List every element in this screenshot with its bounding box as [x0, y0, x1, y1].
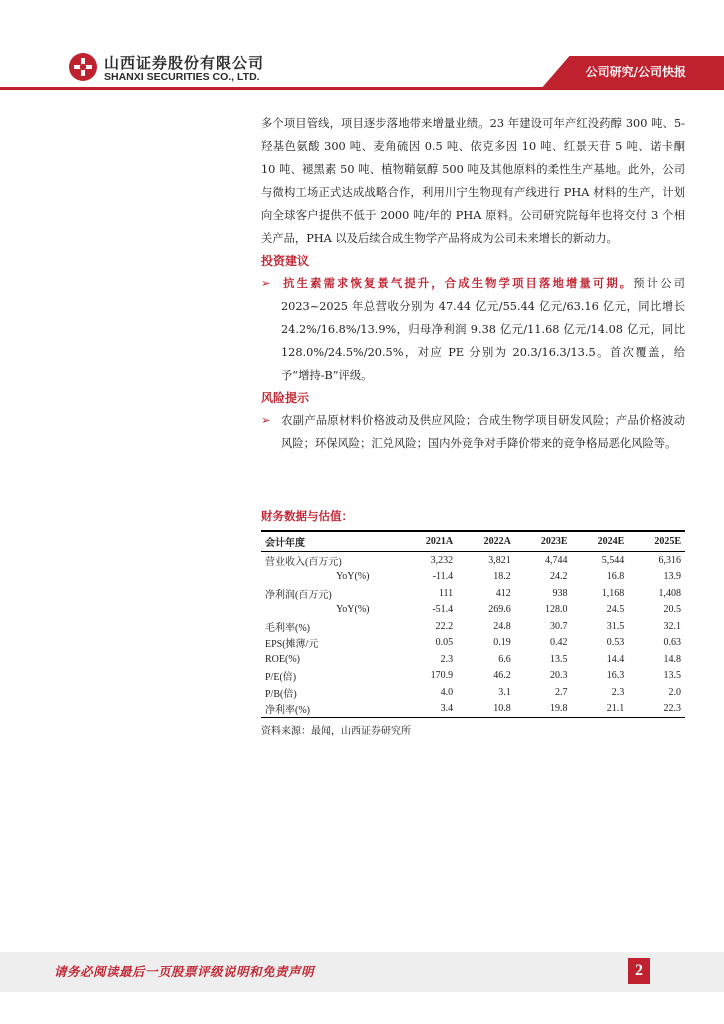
table-cell: 0.05 [435, 637, 454, 649]
table-cell: 24.8 [493, 620, 511, 632]
table-cell: 30.7 [550, 620, 568, 632]
table-cell: 3.1 [498, 686, 511, 698]
company-name-cn: 山西证券股份有限公司 [104, 54, 265, 72]
table-cell: 4,744 [545, 554, 568, 566]
table-body [261, 552, 685, 718]
table-cell: 1,168 [601, 587, 625, 599]
row-label: YoY(%) [336, 571, 370, 583]
column-header: 2024E [572, 531, 629, 552]
table-cell: -51.4 [432, 604, 454, 616]
table-cell: 46.2 [493, 670, 511, 682]
table-cell: 5,544 [601, 554, 625, 566]
table-cell: 2.3 [440, 653, 454, 665]
table-row [261, 635, 685, 652]
table-cell: 14.4 [606, 653, 625, 665]
invest-section-title: 投资建议 [261, 254, 310, 268]
table-cell: 31.5 [606, 620, 625, 632]
table-cell: 16.3 [606, 670, 625, 682]
column-header: 2025E [628, 531, 685, 552]
table-cell: 128.0 [545, 604, 568, 616]
table-cell: 24.5 [606, 604, 625, 616]
table-row [261, 651, 685, 668]
table-cell: 3,821 [488, 554, 511, 566]
table-cell: 2.3 [611, 686, 625, 698]
row-label: YoY(%) [336, 604, 370, 616]
table-cell: 2.0 [668, 686, 681, 698]
row-label: ROE(%) [265, 653, 300, 665]
table-cell: 0.63 [663, 637, 681, 649]
arrow-icon: ➢ [261, 414, 271, 427]
table-cell: 412 [495, 587, 511, 599]
table-row [261, 569, 685, 586]
table-cell: 32.1 [663, 620, 681, 632]
column-header: 会计年度 [261, 531, 400, 552]
table-cell: 6.6 [498, 653, 511, 665]
table-cell: 111 [438, 587, 454, 599]
category-label: 公司研究/公司快报 [585, 65, 686, 79]
table-cell: 16.8 [606, 571, 625, 583]
row-label: 毛利率(%) [265, 622, 310, 634]
data-source: 资料来源：最闻，山西证券研究所 [261, 726, 411, 737]
table-cell: 269.6 [488, 604, 511, 616]
table-cell: 22.3 [628, 701, 685, 718]
table-row [261, 552, 685, 569]
row-label: EPS(摊薄/元 [265, 639, 319, 651]
table-cell: 20.3 [550, 670, 568, 682]
page-number: 2 [628, 958, 650, 984]
arrow-icon: ➢ [261, 277, 271, 290]
column-header: 2021A [400, 531, 458, 552]
table-cell: 24.2 [550, 571, 568, 583]
table-header-row [261, 531, 685, 552]
table-cell: 10.8 [457, 701, 515, 718]
table-row [261, 668, 685, 685]
risk-bullet [261, 409, 685, 455]
row-label: 净利润(百万元) [265, 589, 332, 601]
table-row [261, 701, 685, 718]
table-cell: 3.4 [400, 701, 458, 718]
table-cell: 18.2 [493, 571, 511, 583]
fin-table-title: 财务数据与估值： [261, 509, 353, 523]
invest-bullet [261, 272, 685, 387]
table-cell: 13.9 [663, 571, 681, 583]
table-cell: 170.9 [430, 670, 454, 682]
intro-paragraph: 多个项目管线，项目逐步落地带来增量业绩。23 年建设可年产红没药醇 300 吨、5-羟基色氨酸 300 吨、麦角硫因 0.5 吨、依克多因 10 吨、红景天苷 5 吨、诺卡酮 10 吨、褪黑素 50 吨、植物鞘氨醇 500 吨及其他原料的柔性生产基地。此外，公司与微构工场正式达成战略合作，利用川宁生物现有产线进行 PHA 材料的生产，计划向全球客户提供不低于 2000 吨/年的 PHA 原料。公司研究院每年也将交付 3 个相关产品，PHA 以及后续合成生物学产品将成为公司未来增长的新动力。 [261, 117, 685, 245]
table-cell: 2.7 [555, 686, 568, 698]
risk-text: 农副产品原材料价格波动及供应风险；合成生物学项目研发风险；产品价格波动风险；环保风险；汇兑风险；国内外竞争对手降价带来的竞争格局恶化风险等。 [281, 414, 685, 450]
report-body [261, 112, 685, 455]
table-row [261, 684, 685, 701]
company-name-en: SHANXI SECURITIES CO., LTD. [104, 71, 260, 83]
row-label: P/B(倍) [265, 688, 297, 700]
table-row [261, 602, 685, 619]
table-cell: 21.1 [572, 701, 629, 718]
table-cell: -11.4 [432, 571, 454, 583]
table-cell: 0.53 [606, 637, 625, 649]
table-cell: 13.5 [663, 670, 681, 682]
table-cell: 14.8 [663, 653, 681, 665]
table-cell: 0.42 [550, 637, 568, 649]
row-label: 净利率(%) [261, 701, 400, 718]
invest-text: 预计公司 2023~2025 年总营收分别为 47.44 亿元/55.44 亿元/63.16 亿元，同比增长 24.2%/16.8%/13.9%，归母净利润 9.38 亿元/11.68 亿元/14.08 亿元，同比 128.0%/24.5%/20.5%，对应 PE 分别为 20.3/16.3/13.5。首次覆盖，给予“增持-B”评级。 [281, 277, 685, 382]
financial-table [261, 530, 685, 718]
disclaimer-text: 请务必阅读最后一页股票评级说明和免责声明 [54, 964, 315, 979]
row-label: P/E(倍) [265, 672, 297, 684]
table-cell: 19.8 [515, 701, 572, 718]
table-cell: 1,408 [658, 587, 681, 599]
column-header: 2022A [457, 531, 515, 552]
table-cell: 13.5 [550, 653, 568, 665]
table-cell: 6,316 [658, 554, 681, 566]
table-cell: 938 [552, 587, 568, 599]
table-cell: 4.0 [440, 686, 454, 698]
table-row [261, 585, 685, 602]
row-label: 营业收入(百万元) [265, 556, 342, 568]
table-cell: 0.19 [493, 637, 511, 649]
table-cell: 3,232 [430, 554, 454, 566]
company-logo-icon [68, 52, 98, 82]
table-cell: 22.2 [435, 620, 454, 632]
table-row [261, 618, 685, 635]
page-header [0, 0, 724, 100]
table-cell: 20.5 [663, 604, 681, 616]
column-header: 2023E [515, 531, 572, 552]
risk-section-title: 风险提示 [261, 391, 310, 405]
invest-headline: 抗生素需求恢复景气提升，合成生物学项目落地增量可期。 [281, 277, 634, 290]
